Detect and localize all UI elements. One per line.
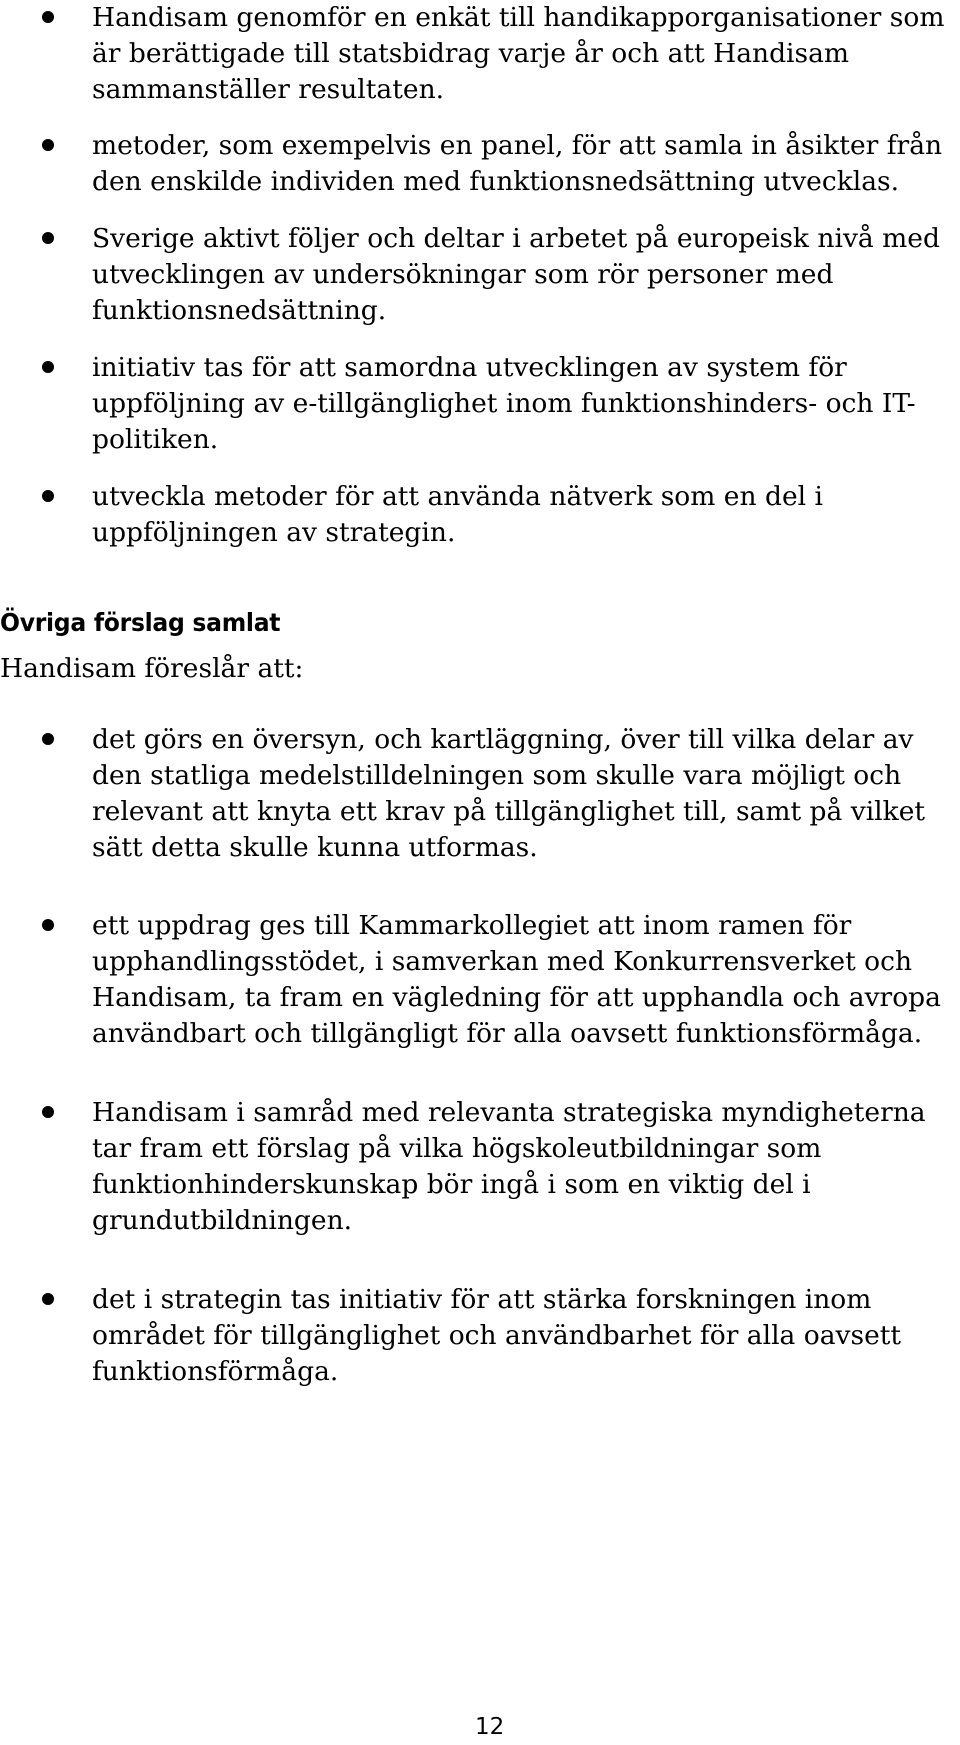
bullet-icon xyxy=(42,490,54,502)
list-item xyxy=(0,128,950,200)
list-item-text: det i strategin tas initiativ för att stärka forskningen inom området för tillgänglighet och användbarhet för alla oavsett funktionsförmåga. xyxy=(92,1284,902,1387)
bullet-icon xyxy=(42,1106,54,1118)
list-item-text: Handisam genomför en enkät till handikapporganisationer som är berättigade till statsbidrag varje år och att Handisam sammanställer resultaten. xyxy=(92,2,945,105)
bullet-icon xyxy=(42,733,54,745)
proposals-bullet-list xyxy=(0,722,950,1390)
list-item xyxy=(0,1095,950,1239)
page-number: 12 xyxy=(475,1714,505,1740)
list-item-text: ett uppdrag ges till Kammarkollegiet att inom ramen för upphandlingsstödet, i samverkan med Konkurrensverket och Handisam, ta fram en vägledning för att upphandla och avropa användbart och tillgängligt för alla oavsett funktionsförmåga. xyxy=(92,910,941,1049)
bullet-icon xyxy=(42,232,54,244)
list-item xyxy=(0,722,950,866)
list-item xyxy=(0,221,950,329)
bullet-icon xyxy=(42,1293,54,1305)
list-item-text: initiativ tas för att samordna utvecklingen av system för uppföljning av e-tillgänglighet inom funktionshinders- och IT-politiken. xyxy=(92,352,916,455)
section-intro: Handisam föreslår att: xyxy=(0,653,304,684)
top-bullet-list xyxy=(0,0,950,551)
list-item-text: Sverige aktivt följer och deltar i arbetet på europeisk nivå med utvecklingen av undersökningar som rör personer med funktionsnedsättning. xyxy=(92,223,940,326)
list-item xyxy=(0,1282,950,1390)
list-item xyxy=(0,908,950,1052)
list-item xyxy=(0,350,950,458)
list-item-text: Handisam i samråd med relevanta strategiska myndigheterna tar fram ett förslag på vilka högskoleutbildningar som funktionhinderskunskap bör ingå i som en viktig del i grundutbildningen. xyxy=(92,1097,926,1236)
bullet-icon xyxy=(42,11,54,23)
list-item-text: det görs en översyn, och kartläggning, över till vilka delar av den statliga medelstilldelningen som skulle vara möjligt och relevant att knyta ett krav på tillgänglighet till, samt på vilket sätt detta skulle kunna utformas. xyxy=(92,724,926,863)
bullet-icon xyxy=(42,919,54,931)
list-item-text: metoder, som exempelvis en panel, för att samla in åsikter från den enskilde individen med funktionsnedsättning utvecklas. xyxy=(92,130,943,197)
bullet-icon xyxy=(42,139,54,151)
section-heading: Övriga förslag samlat xyxy=(0,608,281,637)
list-item xyxy=(0,0,950,108)
list-item xyxy=(0,479,950,551)
bullet-icon xyxy=(42,361,54,373)
list-item-text: utveckla metoder för att använda nätverk som en del i uppföljningen av strategin. xyxy=(92,481,824,548)
